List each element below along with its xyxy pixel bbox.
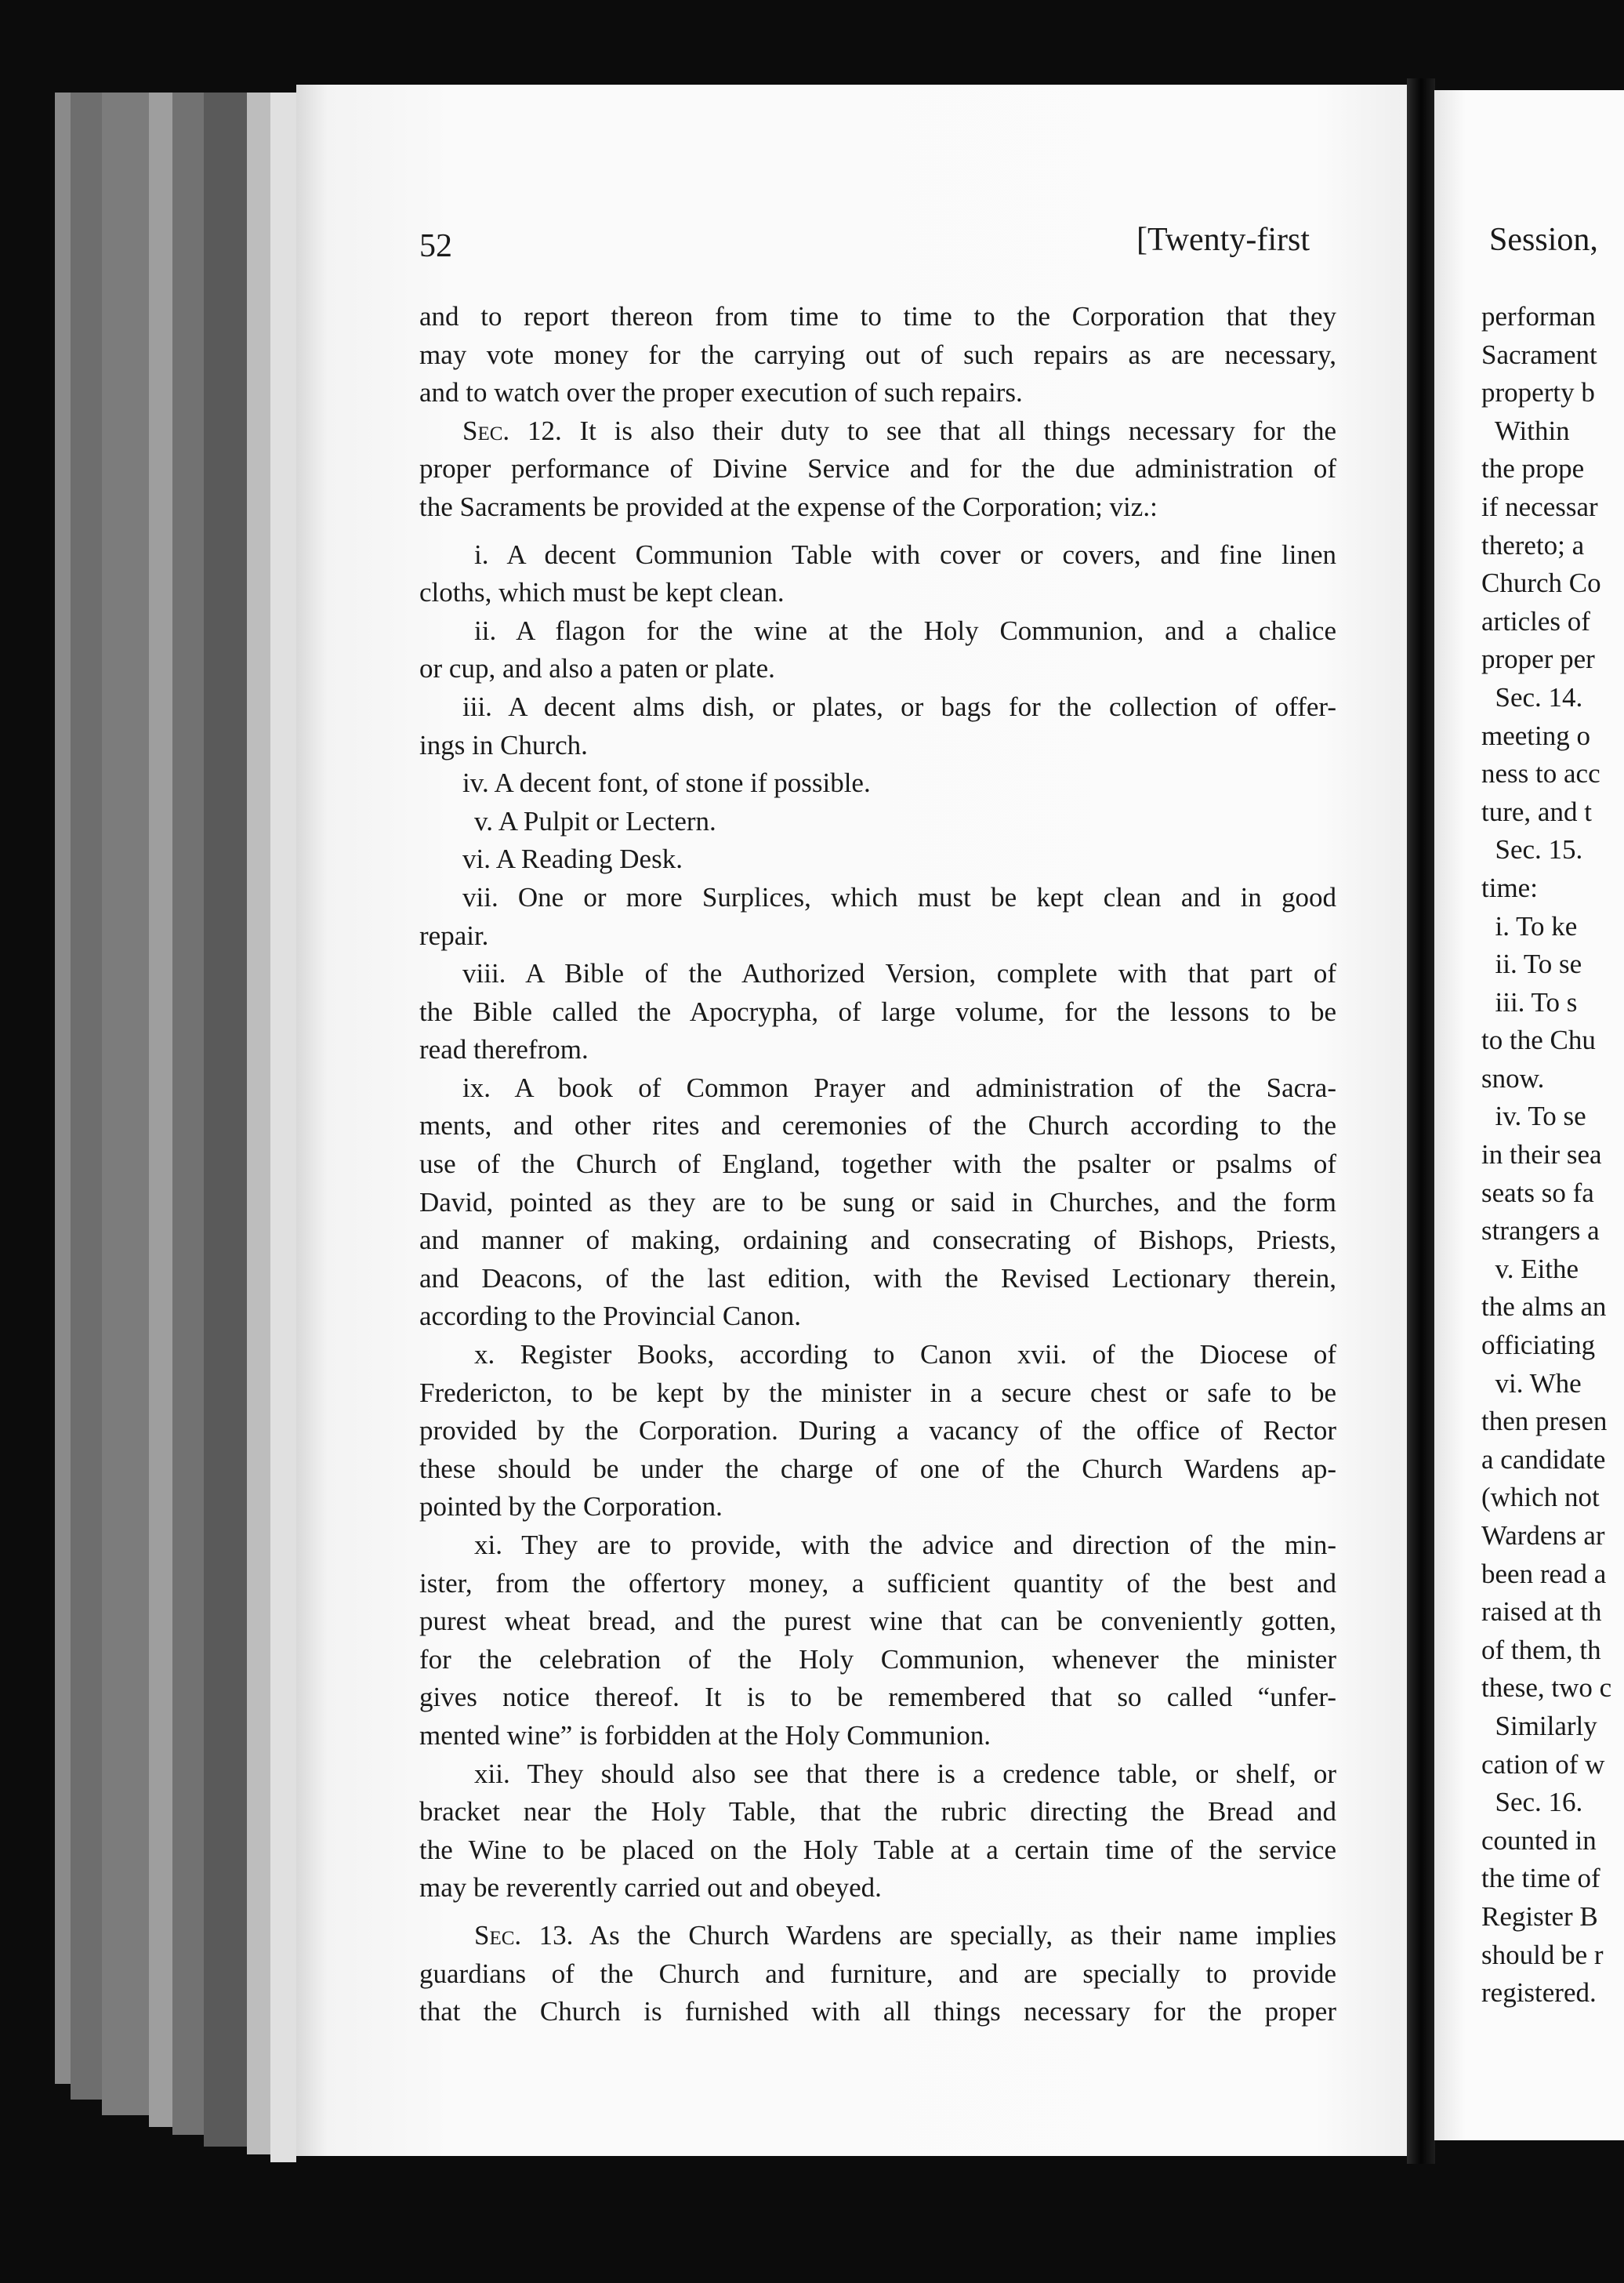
text-line: xi. They are to provide, with the advice and direction of the min- bbox=[474, 1530, 1336, 1560]
text-line: and to watch over the proper execution of such repairs. bbox=[419, 377, 1023, 408]
text-line: proper performance of Divine Service and for the due administration of bbox=[419, 453, 1336, 485]
text-line: vii. One or more Surplices, which must be kept clean and in good bbox=[462, 881, 1336, 913]
text-line: use of the Church of England, together with the psalter or psalms of bbox=[419, 1149, 1336, 1180]
text-line: Sec. 14. bbox=[1481, 681, 1583, 713]
text-line: officiating bbox=[1481, 1330, 1596, 1361]
text-line: ii. To se bbox=[1481, 949, 1582, 980]
text-line: registered. bbox=[1481, 1977, 1597, 2009]
text-line: David, pointed as they are to be sung or said in Churches, and the form bbox=[419, 1186, 1336, 1218]
text-line: Sec. 12. It is also their duty to see that all things necessary for the bbox=[462, 415, 1336, 446]
text-line: counted in bbox=[1481, 1824, 1597, 1856]
text-line: pointed by the Corporation. bbox=[419, 1491, 723, 1523]
text-line: Within bbox=[1481, 415, 1570, 446]
text-line: may be reverently carried out and obeyed. bbox=[419, 1872, 882, 1904]
text-line: i. To ke bbox=[1481, 910, 1578, 942]
text-line: Sec. 15. bbox=[1481, 834, 1583, 866]
text-line: ii. A flagon for the wine at the Holy Communion, and a chalice bbox=[474, 615, 1336, 646]
text-line: to the Chu bbox=[1481, 1025, 1596, 1056]
text-line: Sacrament bbox=[1481, 339, 1597, 370]
text-line: been read a bbox=[1481, 1558, 1607, 1589]
text-line: or cup, and also a paten or plate. bbox=[419, 653, 775, 684]
text-line: the prope bbox=[1481, 453, 1585, 485]
text-line: bracket near the Holy Table, that the rubric directing the Bread and bbox=[419, 1796, 1336, 1827]
text-line: iii. A decent alms dish, or plates, or bags for the collection of offer- bbox=[462, 691, 1336, 722]
text-line: Register B bbox=[1481, 1900, 1598, 1932]
page-number: 52 bbox=[419, 228, 452, 264]
text-line: Wardens ar bbox=[1481, 1520, 1605, 1551]
text-line: x. Register Books, according to Canon xvii. of the Diocese of bbox=[474, 1339, 1336, 1370]
text-line: cloths, which must be kept clean. bbox=[419, 577, 785, 608]
text-line: of them, th bbox=[1481, 1634, 1601, 1665]
text-line: gives notice thereof. It is to be remembered that so called “unfer- bbox=[419, 1682, 1336, 1713]
text-line: raised at th bbox=[1481, 1596, 1602, 1628]
text-line: provided by the Corporation. During a vacancy of the office of Rector bbox=[419, 1415, 1336, 1446]
text-line: may vote money for the carrying out of such repairs as are necessary, bbox=[419, 339, 1336, 370]
text-line: iv. A decent font, of stone if possible. bbox=[462, 768, 871, 799]
text-line: iii. To s bbox=[1481, 986, 1578, 1018]
text-line: Sec. 13. As the Church Wardens are specially, as their name implies bbox=[474, 1919, 1336, 1951]
running-head: [Twenty-first bbox=[1136, 222, 1310, 258]
left-page-body bbox=[419, 298, 1336, 2031]
text-line: ister, from the offertory money, a sufficient quantity of the best and bbox=[419, 1567, 1336, 1599]
text-line: these, two c bbox=[1481, 1672, 1612, 1704]
text-line: the alms an bbox=[1481, 1291, 1607, 1323]
text-line: in their sea bbox=[1481, 1139, 1602, 1171]
text-line: the Sacraments be provided at the expense of the Corporation; viz.: bbox=[419, 491, 1158, 522]
text-line: thereto; a bbox=[1481, 529, 1585, 561]
text-line: according to the Provincial Canon. bbox=[419, 1301, 801, 1332]
text-line: strangers a bbox=[1481, 1215, 1600, 1247]
text-line: cation of w bbox=[1481, 1748, 1605, 1780]
text-line: performan bbox=[1481, 301, 1596, 332]
text-line: v. A Pulpit or Lectern. bbox=[474, 805, 716, 837]
text-line: seats so fa bbox=[1481, 1177, 1594, 1208]
right-page-body bbox=[1481, 298, 1624, 2013]
text-line: Sec. 16. bbox=[1481, 1787, 1583, 1818]
text-line: mented wine” is forbidden at the Holy Communion. bbox=[419, 1719, 991, 1751]
text-line: the Wine to be placed on the Holy Table at a certain time of the service bbox=[419, 1834, 1336, 1865]
text-line: ture, and t bbox=[1481, 796, 1592, 827]
text-line: articles of bbox=[1481, 605, 1590, 637]
text-line: Church Co bbox=[1481, 568, 1601, 599]
text-line: Similarly bbox=[1481, 1710, 1597, 1741]
text-line: time: bbox=[1481, 872, 1538, 903]
text-line: the Bible called the Apocrypha, of large volume, for the lessons to be bbox=[419, 996, 1336, 1027]
text-line: that the Church is furnished with all things necessary for the proper bbox=[419, 1996, 1336, 2027]
text-line: xii. They should also see that there is a credence table, or shelf, or bbox=[474, 1758, 1336, 1789]
text-line: and manner of making, ordaining and consecrating of Bishops, Priests, bbox=[419, 1225, 1336, 1256]
text-line: ments, and other rites and ceremonies of the Church according to the bbox=[419, 1110, 1336, 1142]
text-line: should be r bbox=[1481, 1939, 1604, 1970]
text-line: read therefrom. bbox=[419, 1034, 589, 1065]
text-line: ings in Church. bbox=[419, 729, 588, 760]
text-line: if necessar bbox=[1481, 491, 1598, 522]
text-line: vi. Whe bbox=[1481, 1367, 1582, 1399]
text-line: purest wheat bread, and the purest wine that can be conveniently gotten, bbox=[419, 1606, 1336, 1637]
book-gutter bbox=[1407, 78, 1435, 2164]
text-line: i. A decent Communion Table with cover or covers, and fine linen bbox=[474, 539, 1336, 570]
text-line: the time of bbox=[1481, 1863, 1600, 1894]
right-running-head: Session, bbox=[1489, 222, 1598, 258]
text-line: property b bbox=[1481, 377, 1595, 408]
text-line: and Deacons, of the last edition, with the Revised Lectionary therein, bbox=[419, 1262, 1336, 1294]
text-line: iv. To se bbox=[1481, 1101, 1586, 1132]
text-line: (which not bbox=[1481, 1482, 1600, 1513]
text-line: Fredericton, to be kept by the minister in a secure chest or safe to be bbox=[419, 1377, 1336, 1408]
text-line: vi. A Reading Desk. bbox=[462, 844, 683, 875]
text-line: viii. A Bible of the Authorized Version, complete with that part of bbox=[462, 958, 1336, 989]
text-line: then presen bbox=[1481, 1406, 1608, 1437]
text-line: these should be under the charge of one of the Church Wardens ap- bbox=[419, 1453, 1336, 1484]
text-line: guardians of the Church and furniture, and are specially to provide bbox=[419, 1958, 1336, 1989]
text-line: snow. bbox=[1481, 1062, 1545, 1094]
text-line: meeting o bbox=[1481, 720, 1590, 751]
text-line: ix. A book of Common Prayer and administration of the Sacra- bbox=[462, 1072, 1336, 1103]
text-line: a candidate bbox=[1481, 1443, 1606, 1475]
text-line: repair. bbox=[419, 920, 489, 951]
text-line: v. Eithe bbox=[1481, 1253, 1579, 1284]
text-line: for the celebration of the Holy Communion, whenever the minister bbox=[419, 1643, 1336, 1675]
text-line: ness to acc bbox=[1481, 758, 1600, 789]
text-line: and to report thereon from time to time to the Corporation that they bbox=[419, 301, 1336, 332]
text-line: proper per bbox=[1481, 644, 1595, 675]
